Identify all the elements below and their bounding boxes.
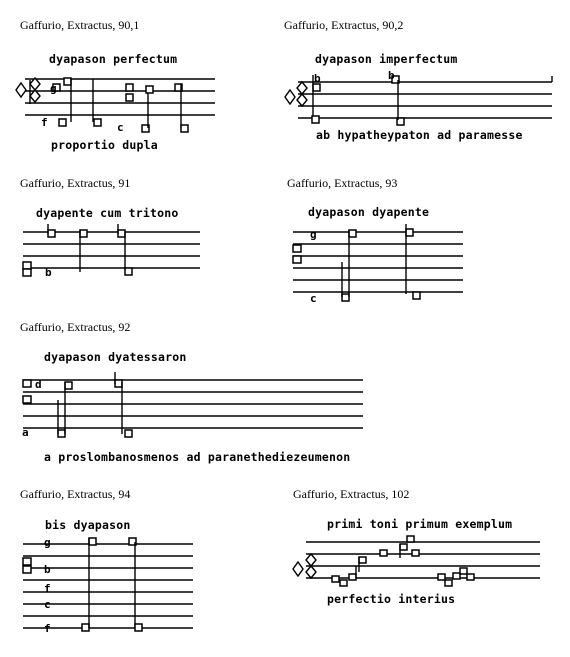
staff-example-2 bbox=[280, 70, 560, 130]
note bbox=[438, 574, 445, 580]
note bbox=[380, 550, 387, 556]
note bbox=[146, 86, 153, 93]
clef-diamond-icon bbox=[285, 90, 295, 104]
note bbox=[59, 119, 66, 126]
note bbox=[126, 94, 133, 101]
note bbox=[58, 430, 65, 437]
note bbox=[118, 230, 125, 237]
letter-g: g bbox=[310, 228, 317, 241]
staff-example-3 bbox=[15, 224, 205, 284]
letter-d: d bbox=[35, 378, 42, 391]
caption-example-2: Gaffurio, Extractus, 90,2 bbox=[284, 18, 404, 32]
letter-f: f bbox=[41, 116, 48, 129]
letter-b: b bbox=[45, 266, 52, 279]
note bbox=[293, 256, 301, 263]
letter-b: b bbox=[388, 69, 395, 82]
caption-example-5: Gaffurio, Extractus, 92 bbox=[20, 320, 131, 334]
label-bottom-example-7: perfectio interius bbox=[327, 592, 456, 606]
letter-f: f bbox=[44, 582, 51, 595]
label-top-example-5: dyapason dyatessaron bbox=[44, 350, 187, 364]
note bbox=[460, 568, 467, 574]
note bbox=[115, 380, 122, 387]
clef-diamond-icon bbox=[30, 90, 40, 102]
note bbox=[400, 544, 407, 550]
note bbox=[89, 538, 96, 545]
letter-c: c bbox=[310, 292, 317, 305]
note bbox=[407, 536, 414, 542]
letter-a: a bbox=[22, 426, 29, 439]
note bbox=[64, 78, 71, 85]
letter-c: c bbox=[44, 598, 51, 611]
label-top-example-7: primi toni primum exemplum bbox=[327, 517, 513, 531]
label-bottom-example-2: ab hypatheypaton ad paramesse bbox=[316, 128, 523, 142]
note bbox=[332, 576, 339, 582]
clef-diamond-icon bbox=[306, 554, 316, 566]
note bbox=[126, 84, 133, 91]
caption-example-3: Gaffurio, Extractus, 91 bbox=[20, 176, 131, 190]
note bbox=[125, 430, 132, 437]
clef-diamond-icon bbox=[16, 83, 26, 97]
clef-diamond-icon bbox=[297, 94, 307, 106]
note bbox=[23, 262, 31, 269]
note bbox=[23, 396, 31, 403]
note bbox=[312, 116, 319, 123]
note bbox=[23, 269, 31, 276]
label-top-example-6: bis dyapason bbox=[45, 518, 131, 532]
label-bottom-example-5: a proslombanosmenos ad paranethediezeumenon bbox=[44, 450, 351, 464]
note bbox=[181, 125, 188, 132]
note bbox=[293, 245, 301, 252]
note bbox=[349, 230, 356, 237]
note bbox=[445, 580, 452, 586]
letter-g: g bbox=[44, 536, 51, 549]
note bbox=[80, 230, 87, 237]
note bbox=[23, 566, 31, 573]
note bbox=[342, 294, 349, 301]
note bbox=[94, 119, 101, 126]
note bbox=[412, 550, 419, 556]
letter-g: g bbox=[50, 82, 57, 95]
letter-b: b bbox=[44, 563, 51, 576]
clef-diamond-icon bbox=[297, 82, 307, 94]
note bbox=[125, 268, 132, 275]
label-top-example-3: dyapente cum tritono bbox=[36, 206, 179, 220]
note bbox=[349, 574, 356, 580]
label-top-example-4: dyapason dyapente bbox=[308, 205, 430, 219]
note bbox=[82, 624, 89, 631]
letter-f: f bbox=[44, 622, 51, 635]
clef-diamond-icon bbox=[30, 78, 40, 90]
letter-b: b bbox=[314, 72, 321, 85]
caption-example-4: Gaffurio, Extractus, 93 bbox=[287, 176, 398, 190]
note bbox=[467, 574, 474, 580]
caption-example-6: Gaffurio, Extractus, 94 bbox=[20, 487, 131, 501]
clef-diamond-icon bbox=[306, 566, 316, 578]
note bbox=[135, 624, 142, 631]
note bbox=[413, 292, 420, 299]
note bbox=[313, 84, 320, 91]
clef-diamond-icon bbox=[293, 562, 303, 576]
note bbox=[453, 573, 460, 579]
staff-example-5 bbox=[18, 372, 368, 442]
label-bottom-example-1: proportio dupla bbox=[51, 138, 158, 152]
note bbox=[48, 230, 55, 237]
note bbox=[65, 382, 72, 389]
caption-example-7: Gaffurio, Extractus, 102 bbox=[293, 487, 410, 501]
staff-example-7 bbox=[288, 536, 553, 592]
note bbox=[406, 229, 413, 236]
caption-example-1: Gaffurio, Extractus, 90,1 bbox=[20, 18, 140, 32]
label-top-example-2: dyapason imperfectum bbox=[315, 52, 458, 66]
label-top-example-1: dyapason perfectum bbox=[49, 52, 178, 66]
note bbox=[359, 557, 366, 563]
note bbox=[340, 580, 347, 586]
note bbox=[23, 380, 31, 387]
note bbox=[23, 558, 31, 565]
letter-c: c bbox=[117, 121, 124, 134]
